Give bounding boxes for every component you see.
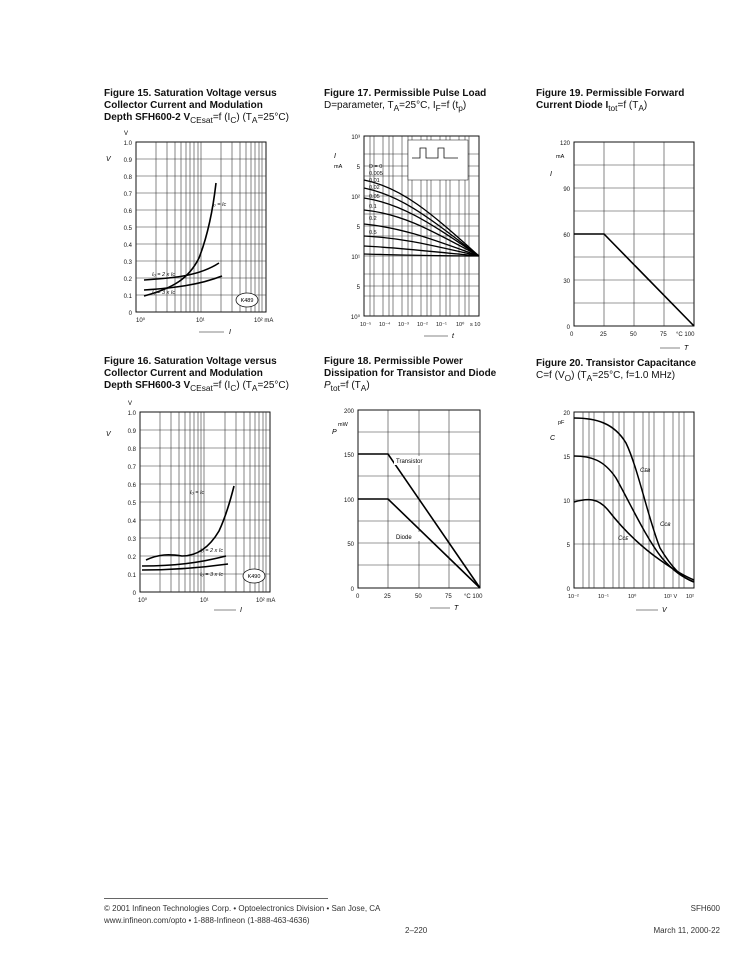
figure-15-chart: [104, 128, 304, 340]
svg-text:10⁻⁴: 10⁻⁴: [379, 322, 391, 328]
svg-text:0.01: 0.01: [369, 178, 380, 184]
svg-text:mA: mA: [334, 164, 343, 170]
svg-text:75: 75: [445, 594, 452, 600]
svg-text:10⁰: 10⁰: [628, 594, 637, 600]
svg-text:0: 0: [128, 311, 132, 317]
svg-text:5: 5: [356, 225, 360, 231]
svg-text:0.005: 0.005: [369, 171, 383, 177]
svg-text:0.3: 0.3: [127, 537, 136, 543]
svg-text:0.6: 0.6: [123, 209, 132, 215]
svg-text:10⁻²: 10⁻²: [568, 594, 579, 600]
svg-text:Diode: Diode: [396, 535, 412, 541]
svg-text:V: V: [124, 131, 129, 137]
svg-text:20: 20: [563, 411, 570, 417]
figure-19-chart: [536, 128, 736, 368]
svg-text:0.1: 0.1: [127, 573, 136, 579]
svg-text:C: C: [550, 435, 556, 442]
svg-text:10⁻⁵: 10⁻⁵: [360, 322, 372, 328]
svg-text:100: 100: [343, 498, 354, 504]
svg-text:10⁰: 10⁰: [350, 315, 360, 321]
figure-17-chart: [324, 116, 524, 341]
svg-text:V: V: [106, 156, 111, 163]
svg-text:T: T: [454, 605, 459, 612]
svg-text:10¹: 10¹: [200, 598, 209, 604]
svg-text:30: 30: [563, 279, 570, 285]
svg-text:0.02: 0.02: [369, 185, 380, 191]
svg-text:10¹: 10¹: [351, 255, 360, 261]
figure-15: [104, 88, 304, 338]
footer-part-number: SFH600: [690, 904, 720, 913]
svg-text:V: V: [128, 401, 133, 407]
svg-text:Iₒ = 3 x Iᴄ: Iₒ = 3 x Iᴄ: [152, 290, 176, 296]
svg-text:200: 200: [343, 409, 354, 415]
svg-text:0.8: 0.8: [123, 175, 132, 181]
svg-text:0.9: 0.9: [127, 429, 136, 435]
figure-20: [536, 358, 736, 618]
svg-text:0: 0: [132, 591, 136, 597]
svg-text:10: 10: [563, 499, 570, 505]
svg-text:0.7: 0.7: [127, 465, 136, 471]
svg-text:V: V: [662, 607, 667, 614]
svg-text:15: 15: [563, 455, 570, 461]
figure-18-caption: Figure 18. Permissible Power Dissipation for Transistor and Diode $P_{tot}=f$ $(T_A)$: [324, 356, 497, 393]
svg-text:0.8: 0.8: [127, 447, 136, 453]
svg-text:1.0: 1.0: [123, 141, 132, 147]
svg-text:0.2: 0.2: [127, 555, 136, 561]
svg-text:10⁰: 10⁰: [138, 598, 148, 604]
svg-text:K490: K490: [247, 574, 261, 580]
svg-text:10¹ V: 10¹ V: [664, 594, 678, 600]
svg-text:10²: 10²: [351, 195, 360, 201]
svg-text:Iₒ = 2 x Iᴄ: Iₒ = 2 x Iᴄ: [200, 548, 224, 554]
svg-text:°C 100: °C 100: [676, 332, 695, 338]
footer-website: www.infineon.com/opto • 1-888-Infineon (1-888-463-4636): [104, 916, 310, 925]
figure-16: [104, 356, 304, 616]
svg-text:10⁻¹: 10⁻¹: [436, 322, 447, 328]
svg-text:1.0: 1.0: [127, 411, 136, 417]
figure-17: [324, 88, 524, 338]
svg-text:0.2: 0.2: [369, 216, 377, 222]
svg-text:T: T: [684, 345, 689, 352]
svg-text:I: I: [240, 607, 242, 614]
svg-text:Cᴄʙ: Cᴄʙ: [660, 522, 671, 528]
svg-text:Iₒ = Iᴄ: Iₒ = Iᴄ: [190, 490, 205, 496]
svg-text:0: 0: [566, 587, 570, 593]
svg-text:P: P: [332, 429, 337, 436]
svg-text:0.1: 0.1: [123, 294, 132, 300]
svg-text:0.7: 0.7: [123, 192, 132, 198]
svg-text:I: I: [334, 153, 336, 160]
figure-18-chart: [324, 396, 524, 621]
svg-text:10⁻³: 10⁻³: [398, 322, 409, 328]
svg-text:10² mA: 10² mA: [256, 598, 276, 604]
svg-text:pF: pF: [558, 420, 565, 426]
svg-text:K489: K489: [240, 298, 254, 304]
svg-text:0.4: 0.4: [127, 519, 136, 525]
svg-text:25: 25: [384, 594, 391, 600]
svg-text:°C 100: °C 100: [464, 594, 483, 600]
svg-text:10⁻¹: 10⁻¹: [598, 594, 609, 600]
svg-text:5: 5: [356, 165, 360, 171]
figure-18: [324, 356, 524, 616]
svg-text:0.5: 0.5: [369, 230, 377, 236]
svg-text:Iₒ = Iᴄ: Iₒ = Iᴄ: [212, 202, 227, 208]
svg-text:Iₒ = 2 x Iᴄ: Iₒ = 2 x Iᴄ: [152, 272, 176, 278]
svg-text:Cᴇʙ: Cᴇʙ: [640, 468, 651, 474]
svg-text:50: 50: [415, 594, 422, 600]
figure-20-chart: [536, 398, 736, 628]
svg-text:s 10: s 10: [470, 322, 481, 328]
svg-text:50: 50: [347, 542, 354, 548]
figure-15-caption: Figure 15. Saturation Voltage versus Collector Current and Modulation Depth SFH600-2 $V_{CEsat}=f$ $(I_C)$ $(T_A=25^\circ C)$: [104, 88, 289, 125]
svg-text:Iₒ = 3 x Iᴄ: Iₒ = 3 x Iᴄ: [200, 572, 224, 578]
svg-text:D = 0: D = 0: [369, 164, 383, 170]
svg-text:Cᴄᴇ: Cᴄᴇ: [618, 536, 629, 542]
svg-text:50: 50: [630, 332, 637, 338]
svg-text:0: 0: [350, 587, 354, 593]
svg-text:10² mA: 10² mA: [254, 318, 274, 324]
svg-text:0.4: 0.4: [123, 243, 132, 249]
footer-rule: [104, 898, 328, 899]
svg-text:I: I: [229, 329, 231, 336]
svg-text:Transistor: Transistor: [396, 459, 423, 465]
svg-text:0.5: 0.5: [123, 226, 132, 232]
figure-19: [536, 88, 736, 352]
svg-text:0.5: 0.5: [127, 501, 136, 507]
svg-text:5: 5: [566, 543, 570, 549]
footer-date: March 11, 2000-22: [653, 926, 720, 935]
figure-16-chart: [104, 396, 304, 616]
svg-text:0.6: 0.6: [127, 483, 136, 489]
svg-text:25: 25: [600, 332, 607, 338]
svg-text:10¹: 10¹: [196, 318, 205, 324]
svg-text:10⁰: 10⁰: [456, 322, 465, 328]
svg-text:0.2: 0.2: [123, 277, 132, 283]
svg-text:10²: 10²: [686, 594, 694, 600]
svg-text:0: 0: [566, 325, 570, 331]
svg-text:0.1: 0.1: [369, 204, 377, 210]
svg-text:0: 0: [356, 594, 360, 600]
svg-text:10³: 10³: [351, 135, 360, 141]
svg-text:0.05: 0.05: [369, 194, 380, 200]
svg-text:mA: mA: [556, 154, 565, 160]
figure-19-caption: Figure 19. Permissible Forward Current Diode $I_{tot}=f$ $(T_A)$: [536, 88, 685, 113]
svg-text:120: 120: [559, 141, 570, 147]
svg-text:0.9: 0.9: [123, 158, 132, 164]
svg-text:0.3: 0.3: [123, 260, 132, 266]
svg-text:0: 0: [570, 332, 574, 338]
svg-text:t: t: [452, 333, 454, 340]
svg-text:60: 60: [563, 233, 570, 239]
svg-text:10⁻²: 10⁻²: [417, 322, 428, 328]
svg-text:75: 75: [660, 332, 667, 338]
svg-text:mW: mW: [338, 422, 348, 428]
svg-text:V: V: [106, 431, 111, 438]
figure-16-caption: Figure 16. Saturation Voltage versus Collector Current and Modulation Depth SFH600-3 $V_{CEsat}=f$ $(I_C)$ $(T_A=25^\circ C)$: [104, 356, 289, 393]
footer-page-number: 2–220: [405, 926, 428, 935]
figure-17-caption: Figure 17. Permissible Pulse Load D=parameter, $T_A=25^\circ C$, $I_F=f$ $(t_p)$: [324, 88, 487, 113]
footer-copyright: © 2001 Infineon Technologies Corp. • Optoelectronics Division • San Jose, CA: [104, 904, 381, 913]
svg-text:I: I: [550, 171, 552, 178]
figure-20-caption: Figure 20. Transistor Capacitance C=f $(V_O)$ ($T_A=25^\circ C$, f=1.0 MHz): [536, 358, 697, 383]
svg-text:90: 90: [563, 187, 570, 193]
svg-text:10⁰: 10⁰: [136, 318, 146, 324]
svg-text:5: 5: [356, 285, 360, 291]
svg-text:150: 150: [343, 453, 354, 459]
